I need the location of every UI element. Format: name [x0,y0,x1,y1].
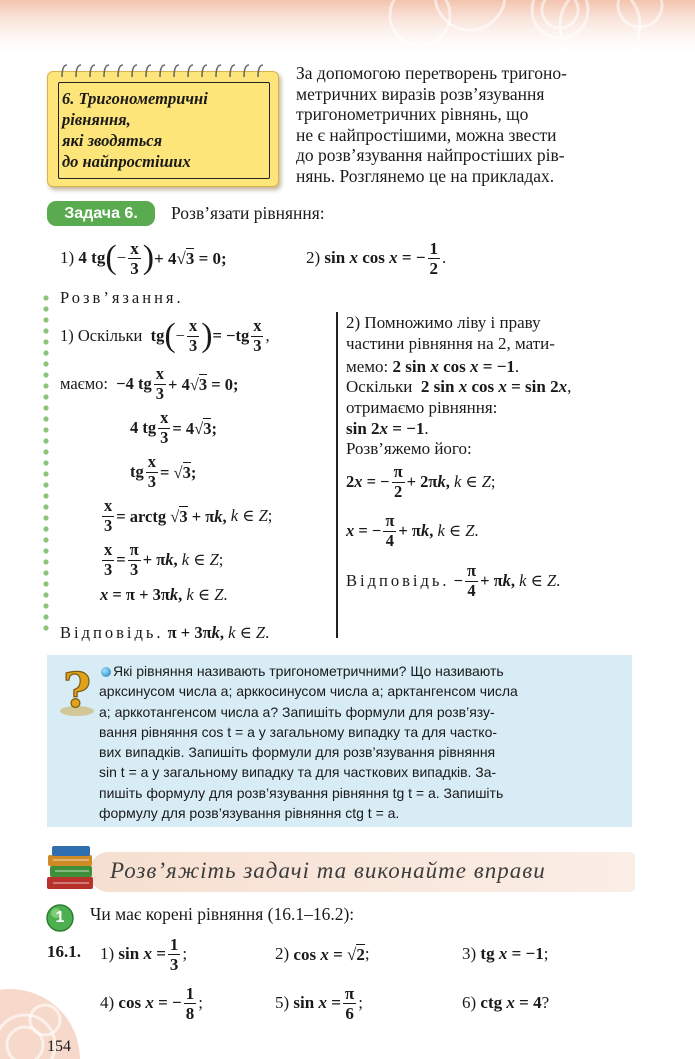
right-text-block: 2) Помножимо ліву і праву частини рівняння на 2, мати- [346,313,555,353]
exercises-banner-text: Розв’яжіть задачі та виконайте вправи [110,858,546,883]
solution-margin-dots [40,292,52,637]
task-equation-2: 2) sin x cos x = − $\frac{1}{2}$ . [306,238,447,278]
left-step-since: 1) Оскільки tg ( − $\frac{x}{3}$ ) = −tg $\frac{x}{3}$ , [60,316,270,355]
task-equation-1: 1) 4 tg ( − $\frac{x}{3}$ ) + 4√3 = 0; [60,238,227,278]
exercise-4: 4) cos x = − $\frac{1}{8}$ ; [100,983,203,1023]
right-step-5: x = − $\frac{\pi}{4}$ + πk, k ∈ Z . [346,511,479,550]
exercise-2: 2) cos x = √2 ; [275,944,370,964]
exercise-3: 3) tg x = −1 ; [462,944,549,963]
question-mark-icon [55,661,99,717]
right-since-label: Оскільки [346,377,413,396]
eq1-number: 1) [60,248,75,267]
books-icon [45,843,97,893]
task-prompt: Розв’язати рівняння: [171,203,325,223]
exercise-1: 1) sin x = $\frac{1}{3}$ ; [100,934,188,974]
right-step-2: Оскільки 2 sin x cos x = sin 2x , [346,377,572,396]
intro-paragraph: За допомогою перетворень тригоно- метричних виразів розв’язування тригонометричних рівнянь, що не є найпростішими, можна звести до розв’язування найпростіших рів- нянь. Розглянемо це на прикладах. [296,63,567,186]
right-answer: Відповідь. − $\frac{\pi}{4}$ + πk, k ∈ Z . [346,561,561,600]
left-step-2: 4 tg $\frac{x}{3}$ = 4√3; [130,408,217,447]
spiral-binding [56,63,270,79]
right-step-3: sin 2x = −1 . [346,419,429,438]
exercises-prompt: Чи має корені рівняння (16.1–16.2): [90,904,355,924]
right-answer-label: Відповідь. [346,570,450,590]
right-step-4: 2x = − $\frac{\pi}{2}$ + 2πk, k ∈ Z ; [346,462,496,501]
left-gives-label: маємо: [60,373,109,393]
right-solve: Розв’яжемо його: [346,439,472,458]
problem-number: 16.1. [47,942,81,961]
right-obtain: отримаємо рівняння: [346,398,498,417]
bullet-icon [101,667,111,677]
section-title: 6. Тригонометричні рівняння, які зводяться до найпростіших [62,89,208,171]
page-number: 154 [47,1038,71,1055]
task-badge: Задача 6. [47,201,155,226]
bottom-decoration [0,980,90,1059]
left-step-4: $\frac{x}{3}$ = arctg √3 + πk, k ∈ Z ; [104,496,273,535]
right-step-1: мемо: 2 sin x cos x = −1 . [346,357,520,376]
left-step-3: tg $\frac{x}{3}$ = √3; [130,452,197,491]
left-step-1: маємо: −4 tg $\frac{x}{3}$ + 4√3 = 0; [60,364,239,403]
level-number: 1 [55,909,65,926]
left-answer: Відповідь. π + 3πk, k ∈ Z . [60,622,270,642]
left-item-label: 1) Оскільки [60,325,143,345]
left-answer-label: Відповідь. [60,622,164,642]
eq2-number: 2) [306,248,321,267]
right-multiply-label: мемо: [346,357,389,376]
column-divider [336,312,338,638]
solution-label: Розв’язання. [60,288,184,307]
section-title-note [47,71,279,187]
left-step-5: $\frac{x}{3}$ = $\frac{\pi}{3}$ + πk, k ∈ Z ; [104,540,224,579]
svg-text:?: ? [62,663,92,717]
exercise-5: 5) sin x = $\frac{\pi}{6}$ ; [275,983,363,1023]
exercise-6: 6) ctg x = 4 ? [462,993,550,1012]
questions-box [47,655,632,827]
left-step-6: x = π + 3πk, k ∈ Z . [100,584,228,604]
questions-text: Які рівняння називають тригонометричними? Що називають арксинусом числа a; арккосинусом числа a; арктангенсом числа a; арккотангенсом числа a? Запишіть формули для розв’язу- вання рівняння cos t = a у загальному випадку та для частко- вих випадків. Запишіть формули для розв’язування рівняння sin t = a у загальному випадку та для часткових випадків. За- пишіть формулу для розв’язування рівняння tg t = a. Запишіть формулу для розв’язування рівняння ctg t = a. [99,663,518,822]
top-decoration [0,0,695,60]
